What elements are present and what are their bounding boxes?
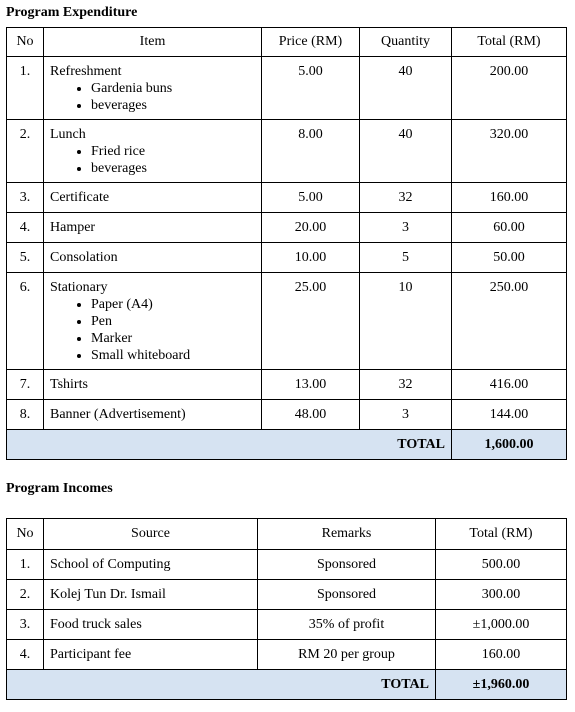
row-no: 5.: [7, 243, 44, 273]
table-row: [7, 57, 567, 120]
row-source: Kolej Tun Dr. Ismail: [44, 580, 258, 610]
incomes-total-value: ±1,960.00: [436, 670, 567, 700]
incomes-title: Program Incomes: [6, 481, 113, 496]
bullet-item: • Gardenia buns: [91, 80, 255, 97]
expenditure-table: [6, 27, 567, 460]
col-header-no: No: [7, 28, 44, 57]
row-quantity: 40: [360, 57, 452, 120]
table-row: [7, 580, 567, 610]
item-name: Tshirts: [50, 377, 88, 392]
expenditure-total-label: TOTAL: [360, 430, 452, 460]
item-name: Banner (Advertisement): [50, 407, 186, 422]
item-name: Refreshment: [50, 64, 122, 79]
row-total: 144.00: [452, 400, 567, 430]
incomes-table: [6, 518, 567, 700]
col-header-remarks: Remarks: [258, 519, 436, 550]
item-name: Certificate: [50, 190, 110, 205]
table-row: [7, 610, 567, 640]
row-price: 13.00: [262, 370, 360, 400]
row-no: 3.: [7, 183, 44, 213]
row-item: [44, 400, 262, 430]
row-no: 2.: [7, 120, 44, 183]
expenditure-title: Program Expenditure: [6, 5, 138, 20]
col-header-item: Item: [44, 28, 262, 57]
item-bullet-list: [50, 143, 255, 177]
row-price: 5.00: [262, 183, 360, 213]
row-total: 416.00: [452, 370, 567, 400]
expenditure-total-row: [7, 430, 567, 460]
row-no: 7.: [7, 370, 44, 400]
table-row: [7, 400, 567, 430]
row-total: 60.00: [452, 213, 567, 243]
row-total: 250.00: [452, 273, 567, 370]
row-no: 2.: [7, 580, 44, 610]
item-bullet-list: [50, 296, 255, 364]
row-price: 8.00: [262, 120, 360, 183]
row-item: [44, 120, 262, 183]
row-quantity: 3: [360, 400, 452, 430]
bullet-item: • Paper (A4): [91, 296, 255, 313]
col-header-total: Total (RM): [436, 519, 567, 550]
item-name: Hamper: [50, 220, 96, 235]
table-row: [7, 550, 567, 580]
expenditure-header-row: [7, 28, 567, 57]
row-remarks: 35% of profit: [258, 610, 436, 640]
row-total: ±1,000.00: [436, 610, 567, 640]
row-item: [44, 243, 262, 273]
col-header-no: No: [7, 519, 44, 550]
table-row: [7, 183, 567, 213]
row-remarks: Sponsored: [258, 580, 436, 610]
bullet-item: • Pen: [91, 313, 255, 330]
table-row: [7, 213, 567, 243]
col-header-quantity: Quantity: [360, 28, 452, 57]
row-quantity: 40: [360, 120, 452, 183]
row-no: 8.: [7, 400, 44, 430]
row-source: Participant fee: [44, 640, 258, 670]
table-row: [7, 243, 567, 273]
row-total: 320.00: [452, 120, 567, 183]
incomes-total-row: [7, 670, 567, 700]
item-bullet-list: [50, 80, 255, 114]
expenditure-total-value: 1,600.00: [452, 430, 567, 460]
incomes-total-label: TOTAL: [258, 670, 436, 700]
col-header-source: Source: [44, 519, 258, 550]
bullet-item: • Fried rice: [91, 143, 255, 160]
incomes-header-row: [7, 519, 567, 550]
row-item: [44, 57, 262, 120]
row-total: 500.00: [436, 550, 567, 580]
item-name: Stationary: [50, 280, 108, 295]
row-remarks: Sponsored: [258, 550, 436, 580]
row-no: 1.: [7, 57, 44, 120]
row-quantity: 10: [360, 273, 452, 370]
row-quantity: 32: [360, 370, 452, 400]
table-row: [7, 273, 567, 370]
row-item: [44, 183, 262, 213]
table-row: [7, 370, 567, 400]
row-no: 3.: [7, 610, 44, 640]
col-header-total: Total (RM): [452, 28, 567, 57]
row-price: 48.00: [262, 400, 360, 430]
row-no: 1.: [7, 550, 44, 580]
row-no: 6.: [7, 273, 44, 370]
col-header-price: Price (RM): [262, 28, 360, 57]
row-quantity: 5: [360, 243, 452, 273]
row-total: 160.00: [436, 640, 567, 670]
item-name: Lunch: [50, 127, 86, 142]
bullet-item: • beverages: [91, 160, 255, 177]
row-price: 25.00: [262, 273, 360, 370]
row-source: Food truck sales: [44, 610, 258, 640]
bullet-item: • Marker: [91, 330, 255, 347]
row-price: 10.00: [262, 243, 360, 273]
bullet-item: • beverages: [91, 97, 255, 114]
row-total: 300.00: [436, 580, 567, 610]
bullet-item: • Small whiteboard: [91, 347, 255, 364]
table-row: [7, 640, 567, 670]
row-quantity: 3: [360, 213, 452, 243]
row-remarks: RM 20 per group: [258, 640, 436, 670]
row-price: 20.00: [262, 213, 360, 243]
row-price: 5.00: [262, 57, 360, 120]
row-total: 50.00: [452, 243, 567, 273]
row-no: 4.: [7, 213, 44, 243]
row-total: 200.00: [452, 57, 567, 120]
item-name: Consolation: [50, 250, 118, 265]
row-total: 160.00: [452, 183, 567, 213]
row-no: 4.: [7, 640, 44, 670]
row-quantity: 32: [360, 183, 452, 213]
row-item: [44, 213, 262, 243]
row-source: School of Computing: [44, 550, 258, 580]
row-item: [44, 370, 262, 400]
table-row: [7, 120, 567, 183]
row-item: [44, 273, 262, 370]
